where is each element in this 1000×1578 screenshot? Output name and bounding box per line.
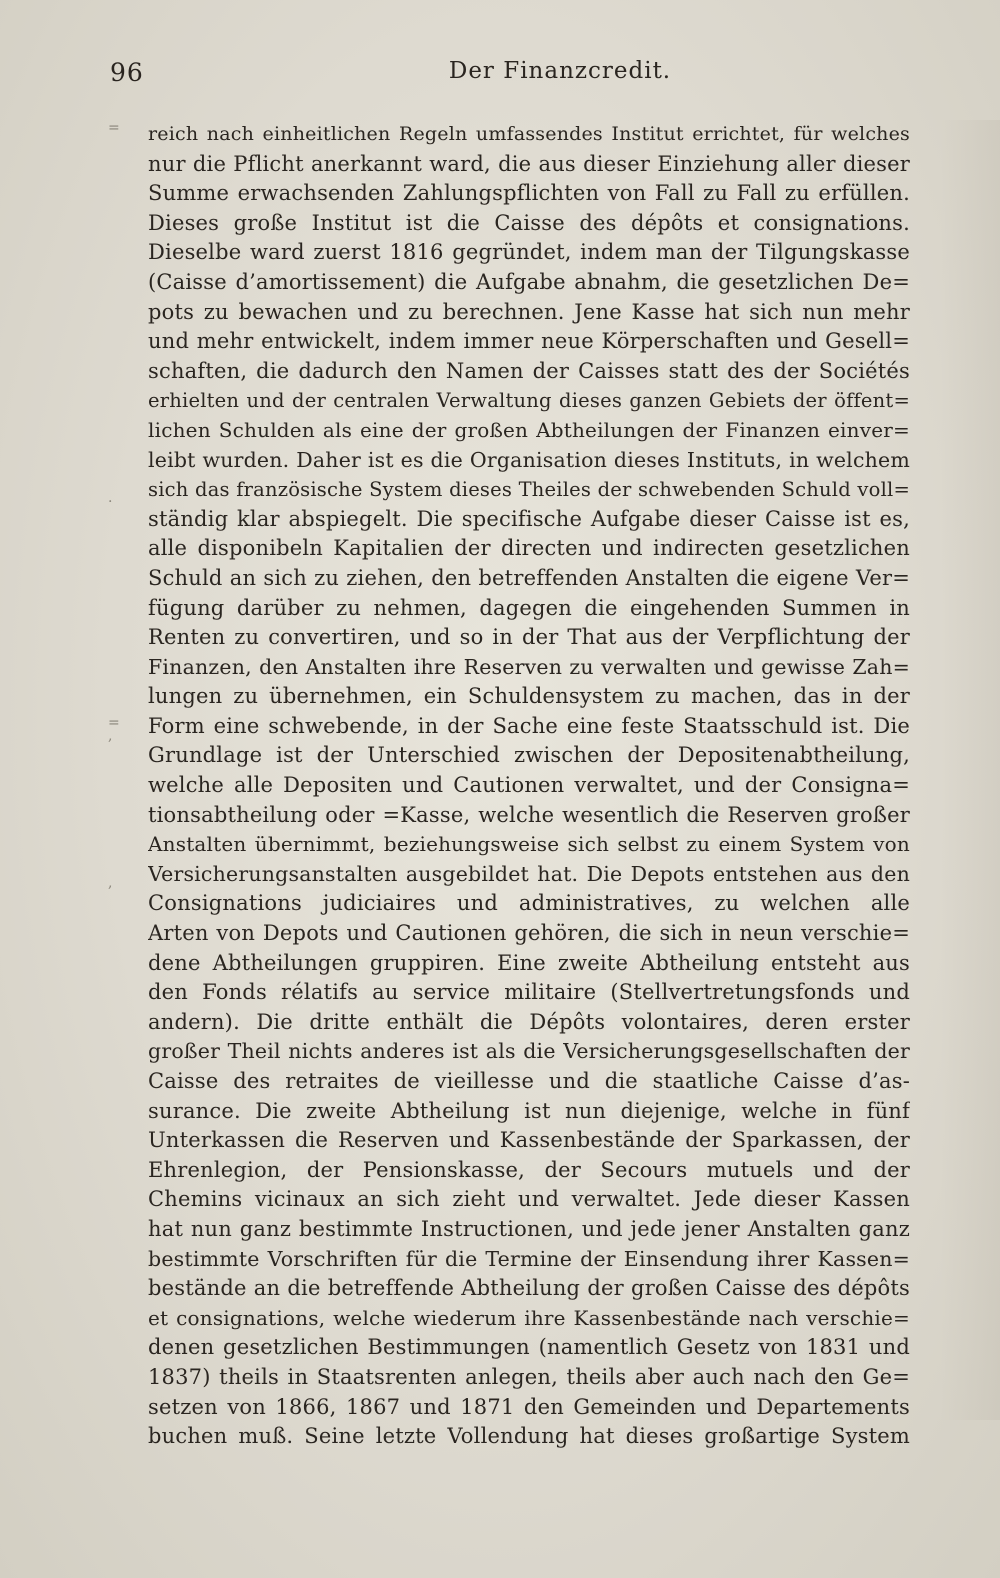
text-line: Summe erwachsenden Zahlungspflichten von Fall zu Fall zu erfüllen. — [148, 181, 910, 206]
text-line: ständig klar abspiegelt. Die specifische Aufgabe dieser Caisse ist es, — [148, 506, 910, 531]
text-line: Consignations judiciaires und administratives, zu welchen alle — [148, 891, 910, 916]
text-line: pots zu bewachen und zu berechnen. Jene Kasse hat sich nun mehr — [148, 299, 910, 324]
text-line: und mehr entwickelt, indem immer neue Körperschaften und Gesell= — [148, 329, 910, 354]
text-line: leibt wurden. Daher ist es die Organisation dieses Instituts, in welchem — [148, 447, 910, 472]
page-header — [110, 58, 900, 92]
running-head: Der Finanzcredit. — [448, 58, 672, 84]
text-line: tionsabtheilung oder =Kasse, welche wesentlich die Reserven großer — [148, 802, 910, 827]
text-line: erhielten und der centralen Verwaltung dieses ganzen Gebiets der öffent= — [148, 389, 910, 413]
text-line: Grundlage ist der Unterschied zwischen der Depositenabtheilung, — [148, 743, 910, 768]
text-line: lungen zu übernehmen, ein Schuldensystem zu machen, das in der — [148, 684, 910, 709]
margin-mark: , — [108, 728, 113, 744]
text-line: welche alle Depositen und Cautionen verwaltet, und der Consigna= — [148, 773, 910, 798]
text-line: 1837) theils in Staatsrenten anlegen, theils aber auch nach den Ge= — [148, 1364, 910, 1389]
text-line: lichen Schulden als eine der großen Abtheilungen der Finanzen einver= — [148, 417, 910, 442]
text-line: alle disponibeln Kapitalien der directen und indirecten gesetzlichen — [148, 536, 910, 561]
text-line: dene Abtheilungen gruppiren. Eine zweite Abtheilung entsteht aus — [148, 950, 910, 975]
text-line: Dieselbe ward zuerst 1816 gegründet, indem man der Tilgungskasse — [148, 240, 910, 265]
text-line: großer Theil nichts anderes ist als die Versicherungsgesellschaften der — [148, 1039, 910, 1064]
margin-marks — [108, 120, 128, 1420]
text-line: Ehrenlegion, der Pensionskasse, der Secours mutuels und der — [148, 1157, 910, 1182]
text-line: Versicherungsanstalten ausgebildet hat. Die Depots entstehen aus den — [148, 861, 910, 886]
text-line: surance. Die zweite Abtheilung ist nun diejenige, welche in fünf — [148, 1098, 910, 1123]
page-edge-shading — [940, 120, 1000, 1420]
text-line: hat nun ganz bestimmte Instructionen, und jede jener Anstalten ganz — [148, 1216, 910, 1241]
text-line: Anstalten übernimmt, beziehungsweise sich selbst zu einem System von — [148, 832, 910, 857]
text-line: reich nach einheitlichen Regeln umfassendes Institut errichtet, für welches — [148, 123, 910, 145]
text-line: Form eine schwebende, in der Sache eine feste Staatsschuld ist. Die — [148, 713, 910, 738]
margin-mark: , — [108, 875, 113, 891]
text-line: Chemins vicinaux an sich zieht und verwaltet. Jede dieser Kassen — [148, 1187, 910, 1212]
text-line: Finanzen, den Anstalten ihre Reserven zu verwalten und gewisse Zah= — [148, 654, 910, 679]
text-line: Arten von Depots und Cautionen gehören, die sich in neun verschie= — [148, 921, 910, 946]
text-line: sich das französische System dieses Theiles der schwebenden Schuld voll= — [148, 478, 910, 502]
text-line: buchen muß. Seine letzte Vollendung hat dieses großartige System — [148, 1424, 910, 1449]
text-line: Caisse des retraites de vieillesse und die staatliche Caisse d’as- — [148, 1069, 910, 1093]
text-line: Renten zu convertiren, und so in der That aus der Verpflichtung der — [148, 625, 910, 650]
text-line: et consignations, welche wiederum ihre Kassenbestände nach verschie= — [148, 1305, 910, 1330]
page-number: 96 — [110, 58, 144, 87]
text-line: Dieses große Institut ist die Caisse des dépôts et consignations. — [148, 210, 910, 235]
margin-mark: = — [108, 715, 120, 731]
text-line: bestände an die betreffende Abtheilung der großen Caisse des dépôts — [148, 1276, 910, 1301]
text-line: schaften, die dadurch den Namen der Caisses statt des der Sociétés — [148, 358, 910, 383]
text-line: nur die Pflicht anerkannt ward, die aus dieser Einziehung aller dieser — [148, 151, 910, 176]
text-line: andern). Die dritte enthält die Dépôts volontaires, deren erster — [148, 1009, 910, 1034]
margin-mark: = — [108, 120, 120, 136]
body-text — [148, 120, 910, 1452]
text-line: fügung darüber zu nehmen, dagegen die eingehenden Summen in — [148, 595, 910, 620]
text-line: setzen von 1866, 1867 und 1871 den Gemeinden und Departements — [148, 1394, 910, 1419]
text-line: bestimmte Vorschriften für die Termine der Einsendung ihrer Kassen= — [148, 1246, 910, 1271]
text-line: Schuld an sich zu ziehen, den betreffenden Anstalten die eigene Ver= — [148, 565, 910, 590]
text-line: denen gesetzlichen Bestimmungen (namentlich Gesetz von 1831 und — [148, 1335, 910, 1360]
text-line: den Fonds rélatifs au service militaire (Stellvertretungsfonds und — [148, 980, 910, 1005]
text-line: Unterkassen die Reserven und Kassenbestände der Sparkassen, der — [148, 1128, 910, 1153]
margin-mark: . — [108, 490, 113, 506]
text-line: (Caisse d’amortissement) die Aufgabe abnahm, die gesetzlichen De= — [148, 269, 910, 294]
